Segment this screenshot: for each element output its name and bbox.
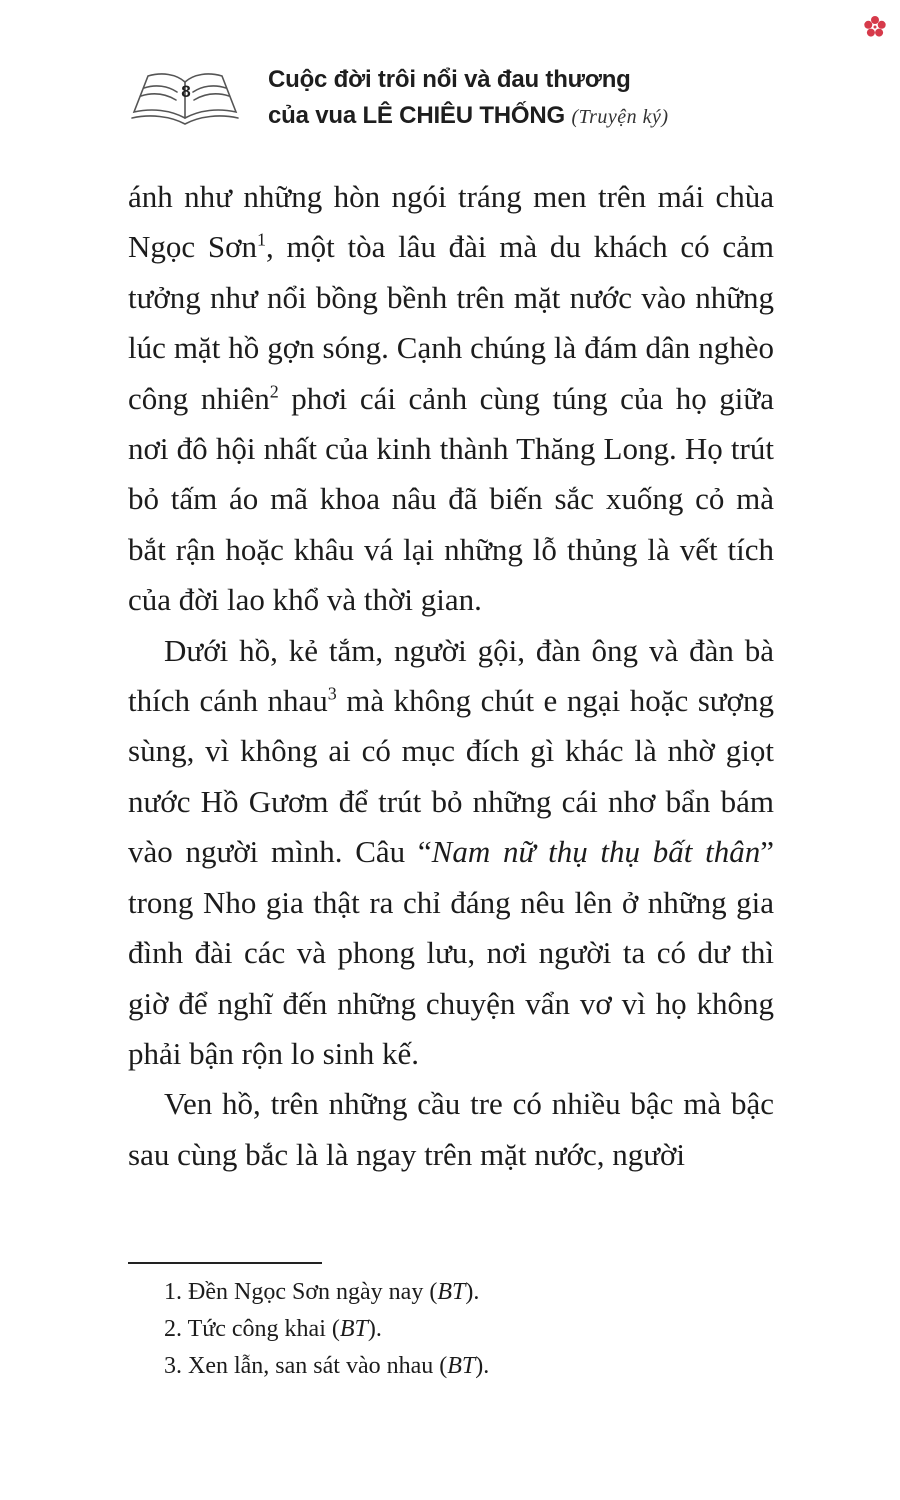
footnote-2-abbr: BT	[339, 1316, 368, 1342]
footnote-3-close: ).	[475, 1353, 490, 1379]
title-line-2-text: của vua LÊ CHIÊU THỐNG	[268, 102, 565, 129]
footnote-1-close: ).	[465, 1279, 480, 1305]
book-title	[268, 62, 669, 135]
paragraph-2	[128, 626, 774, 1080]
footnote-ref-1: 1	[257, 230, 267, 251]
footnote-3-abbr: BT	[447, 1353, 476, 1379]
footnote-3	[164, 1348, 764, 1385]
p1-text-2: , một tòa lâu đài mà du khách có cảm tưởng như nổi bồng bềnh trên mặt nước vào những lúc mặt hồ gợn sóng. Cạnh chúng là đám dân nghèo công nhiên	[128, 229, 774, 416]
footnote-ref-2: 2	[269, 381, 279, 402]
footnote-ref-3: 3	[327, 683, 337, 704]
footnote-1-text: 1. Đền Ngọc Sơn ngày nay (	[164, 1279, 438, 1305]
footnote-2	[164, 1311, 764, 1348]
footnote-1	[164, 1274, 764, 1311]
paragraph-3: Ven hồ, trên những cầu tre có nhiều bậc mà bậc sau cùng bắc là là ngay trên mặt nước, người	[128, 1086, 774, 1172]
page-number: 8	[181, 82, 191, 101]
title-line-1: Cuộc đời trôi nổi và đau thương	[268, 66, 631, 93]
paragraph-1	[128, 172, 774, 626]
p2-text-1: Dưới hồ, kẻ tắm, người gội, đàn ông và đàn bà thích cánh nhau	[128, 632, 774, 719]
p2-text-2: mà không chút e ngại hoặc sượng sùng, vì không ai có mục đích gì khác là nhờ giọt nước Hồ Gươm để trút bỏ những cái nhơ bẩn bám vào người mình. Câu “	[128, 683, 774, 870]
page-header	[130, 58, 830, 138]
body-text	[128, 172, 774, 1180]
footnote-3-text: 3. Xen lẫn, san sát vào nhau (	[164, 1353, 448, 1379]
footnote-2-close: ).	[367, 1316, 382, 1342]
footnotes	[164, 1274, 764, 1385]
p1-text-3: phơi cái cảnh cùng túng của họ giữa nơi đô hội nhất của kinh thành Thăng Long. Họ trút bỏ tấm áo mã khoa nâu đã biến sắc xuống cỏ mà bắt rận hoặc khâu vá lại những lỗ thủng là vết tích của đời lao khổ và thời gian.	[128, 380, 774, 618]
flower-ornament-icon	[862, 14, 888, 40]
footnote-2-text: 2. Tức công khai (	[164, 1316, 340, 1342]
footnote-1-abbr: BT	[437, 1279, 466, 1305]
p2-quote: Nam nữ thụ thụ bất thân	[431, 834, 761, 870]
title-subtitle: (Truyện ký)	[571, 106, 669, 128]
p2-text-3: ” trong Nho gia thật ra chỉ đáng nêu lên ở những gia đình đài các và phong lưu, nơi người ta có dư thì giờ để nghĩ đến những chuyện vẩn vơ vì họ không phải bận rộn lo sinh kế.	[128, 834, 774, 1071]
title-line-2	[268, 98, 669, 135]
p1-text-1: ánh như những hòn ngói tráng men trên mái chùa Ngọc Sơn	[128, 179, 774, 265]
footnote-divider	[128, 1262, 322, 1264]
